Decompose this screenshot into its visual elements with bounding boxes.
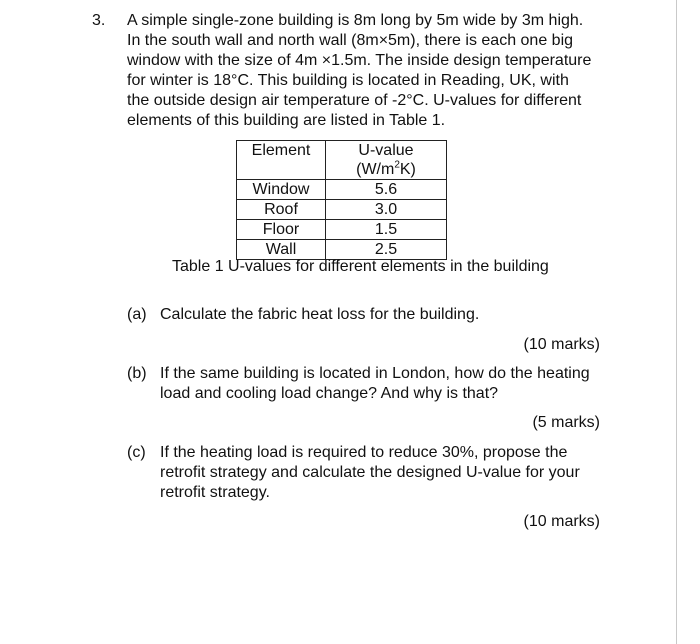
part-line: retrofit strategy. [160, 484, 270, 501]
part-b-marks: (5 marks) [532, 414, 600, 431]
value-cell: 3.0 [326, 200, 447, 220]
part-b-label: (b) [127, 365, 147, 382]
header-element: Element [237, 141, 326, 180]
part-c-text [160, 443, 620, 503]
element-cell: Window [237, 180, 326, 200]
part-b-text [160, 364, 620, 404]
value-cell: 5.6 [326, 180, 447, 200]
part-line: retrofit strategy and calculate the designed U-value for your [160, 464, 580, 481]
part-a-marks: (10 marks) [523, 336, 600, 353]
element-cell: Wall [237, 240, 326, 260]
intro-line: elements of this building are listed in Table 1. [127, 112, 446, 129]
header-u-value [326, 141, 447, 180]
part-a-text [160, 305, 620, 325]
table-caption: Table 1 U-values for different elements in the building [172, 258, 549, 275]
table-row [237, 220, 447, 240]
part-c-label: (c) [127, 444, 146, 461]
value-cell: 1.5 [326, 220, 447, 240]
part-a-label: (a) [127, 306, 147, 323]
intro-line: In the south wall and north wall (8m×5m), there is each one big [127, 32, 574, 49]
part-c-marks: (10 marks) [523, 513, 600, 530]
intro-line: A simple single-zone building is 8m long by 5m wide by 3m high. [127, 12, 584, 29]
part-line: load and cooling load change? And why is that? [160, 385, 499, 402]
part-line: If the same building is located in London, how do the heating [160, 365, 590, 382]
intro-line: for winter is 18°C. This building is located in Reading, UK, with [127, 72, 569, 89]
part-line: Calculate the fabric heat loss for the building. [160, 306, 480, 323]
element-cell: Roof [237, 200, 326, 220]
table-row [237, 180, 447, 200]
element-cell: Floor [237, 220, 326, 240]
intro-line: window with the size of 4m ×1.5m. The inside design temperature [127, 52, 592, 69]
question-number: 3. [92, 12, 106, 29]
page-edge-divider [676, 0, 677, 644]
table-row [237, 200, 447, 220]
question-intro [127, 11, 647, 131]
u-values-table [236, 140, 447, 260]
value-cell: 2.5 [326, 240, 447, 260]
intro-line: the outside design air temperature of -2°C. U-values for different [127, 92, 582, 109]
header-u-value-unit: $(W/m^2K)$ [356, 159, 416, 178]
header-u-value-label: U-value [358, 142, 414, 159]
part-line: If the heating load is required to reduce 30%, propose the [160, 444, 568, 461]
table-header-row [237, 141, 447, 180]
